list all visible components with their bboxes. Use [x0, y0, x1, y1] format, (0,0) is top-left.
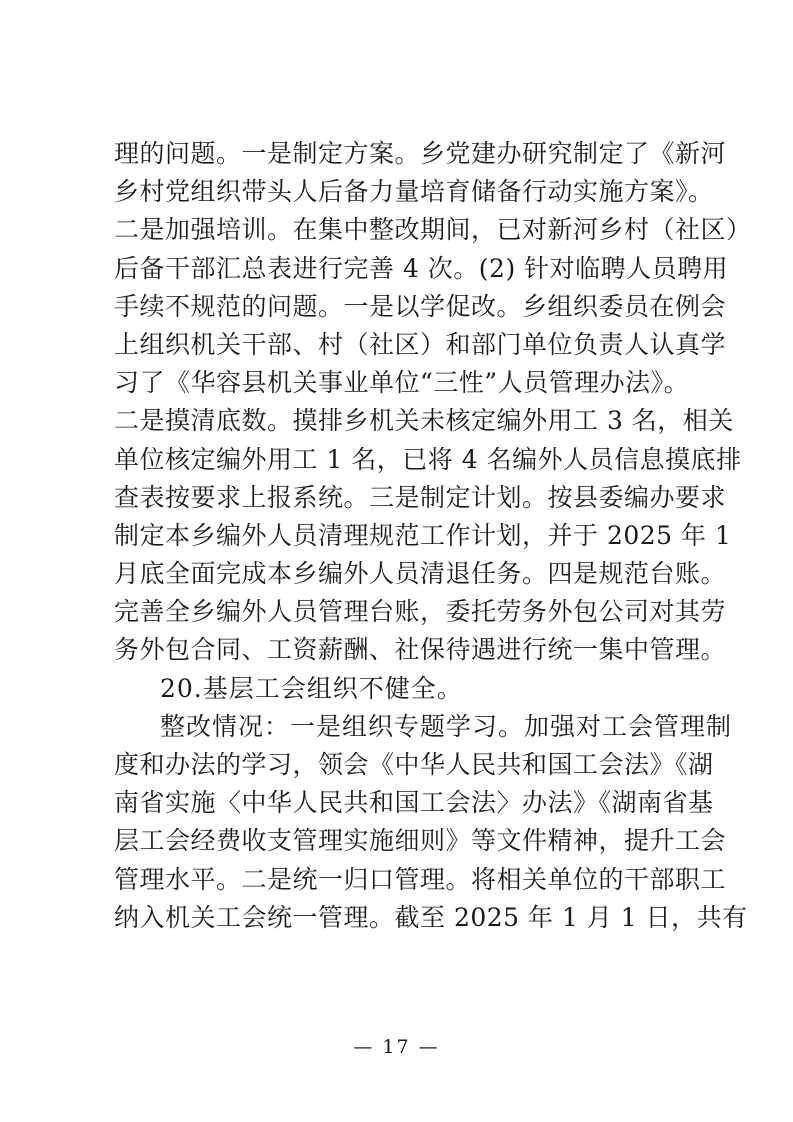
text-line: 二是摸清底数。摸排乡机关未核定编外用工 3 名，相关 — [114, 406, 734, 436]
text-line: 制定本乡编外人员清理规范工作计划，并于 2025 年 1 — [114, 520, 732, 550]
text-line: 理的问题。一是制定方案。乡党建办研究制定了《新河 — [114, 139, 727, 168]
text-line: 南省实施〈中华人民共和国工会法〉办法》《湖南省基 — [114, 788, 714, 818]
text-line: 查表按要求上报系统。三是制定计划。按县委编办要求 — [114, 482, 727, 512]
text-line: 上组织机关干部、村（社区）和部门单位负责人认真学 — [114, 329, 727, 359]
text-line: 务外包合同、工资薪酬、社保待遇进行统一集中管理。 — [114, 635, 727, 665]
text-line: 二是加强培训。在集中整改期间，已对新河乡村（社区） — [114, 215, 752, 245]
text-line: 层工会经费收支管理实施细则》等文件精神，提升工会 — [114, 826, 727, 856]
text-line: 乡村党组织带头人后备力量培育储备行动实施方案》。 — [114, 177, 714, 207]
text-line: 整改情况：一是组织专题学习。加强对工会管理制 — [160, 711, 733, 741]
text-line: 习了《华容县机关事业单位“三性”人员管理办法》。 — [114, 368, 690, 398]
section-heading: 20.基层工会组织不健全。 — [160, 673, 463, 703]
text-line: 度和办法的学习，领会《中华人民共和国工会法》《湖 — [114, 750, 714, 779]
text-line: 后备干部汇总表进行完善 4 次。(2) 针对临聘人员聘用 — [114, 253, 729, 283]
text-line: 管理水平。二是统一归口管理。将相关单位的干部职工 — [114, 864, 727, 894]
page-number: — 17 — — [353, 1036, 440, 1058]
text-line: 手续不规范的问题。一是以学促改。乡组织委员在例会 — [114, 291, 727, 321]
text-line: 完善全乡编外人员管理台账，委托劳务外包公司对其劳 — [114, 597, 727, 627]
text-line: 月底全面完成本乡编外人员清退任务。四是规范台账。 — [114, 559, 727, 589]
text-line: 单位核定编外用工 1 名，已将 4 名编外人员信息摸底排 — [114, 444, 742, 474]
body-text — [114, 135, 752, 937]
text-line: 纳入机关工会统一管理。截至 2025 年 1 月 1 日，共有 — [114, 902, 748, 932]
